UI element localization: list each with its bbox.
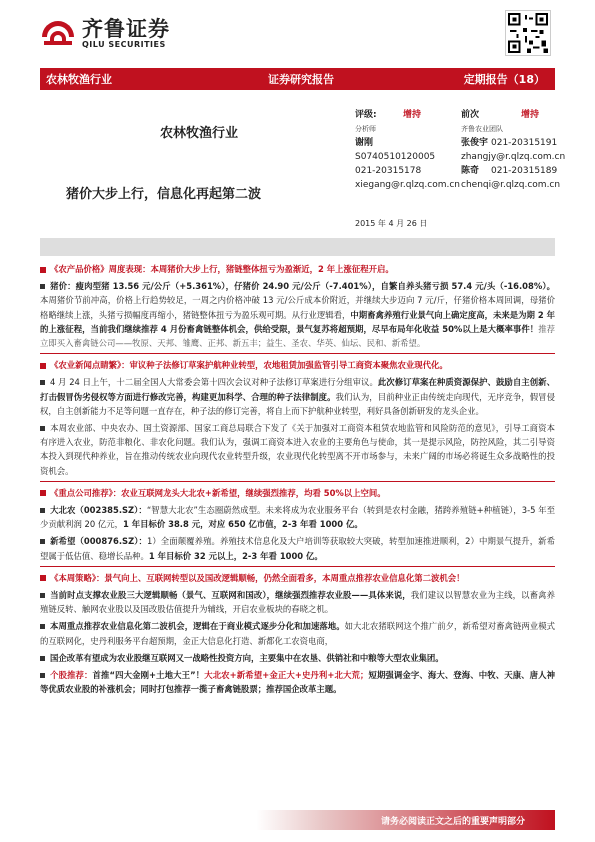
section1-paragraph: 猪价：瘦肉型猪 13.56 元/公斤（+5.361%），仔猪价 24.90 元/公斤（-7.401%），自繁自养头猪亏损 57.4 元/头（-16.08%）。本周猪价节前冲高，价格上行趋势较足，一周之内价格冲破 13 元/公斤成本价附近，并继续大步迈向 7 元/斤，仔猪价格本周回调，母猪价格略继续上涨，头猪亏损幅度再缩小，猪链整体扭亏为盈乐观可期。从行业逻辑看，中期畜禽养殖行业景气向上确定度高，未来是为期 2 年的上涨征程，当前我们继续推荐 4 月份畜禽链整体机会，供给受限，景气复苏将超预期，尽早布局年化收益 50%以上是大概率事件！推荐立即买入畜禽链公司——牧原、天邦、雏鹰、正邦、新五丰；益生、圣农、华英、仙坛、民和、新希望。 — [40, 281, 556, 349]
logo-text — [82, 18, 170, 49]
header-banner — [40, 68, 555, 90]
rating-label: 评级: — [355, 110, 377, 120]
section2-paragraph2: 本周农业部、中央农办、国土资源部、国家工商总局联合下发了《关于加强对工商资本租赁农地监管和风险防范的意见》，引导工商资本有序进入农业，防范非粮化、非农化问题。我们认为，强调工商资本进入农业的主要角色与使命，其一是提示风险，防控风险，其二引导资本投入到现代种养业，旨在推动传统农业向现代农业转型升级，农业现代化转型离不开市场参与，未来广阔的市场必将诞生众多战略性的投资机会。 — [40, 423, 555, 476]
analyst3-email: chenqi@r.qlzq.com.cn — [461, 180, 561, 190]
section-rule — [40, 353, 555, 354]
analyst2-email: zhangjy@r.qlzq.com.cn — [461, 152, 566, 162]
divider-bar — [40, 238, 555, 256]
section3-paragraph1: 大北农（002385.SZ）：“智慧大北农”生态圈蔚然成型。未来将成为农业服务平台（转到是农村金融，猪跨养殖链+种植链），3-5 年至少贡献利润 20 亿元，1 年目标价 38.8 元，对应 650 亿市值，2-3 年看 1000 亿。 — [40, 505, 555, 530]
section2-heading: 《农业新闻点睛繁》：审议种子法修订草案护航种业转型，农地租赁加强监管引导工商资本聚焦农业现代化。 — [40, 358, 555, 372]
analyst-label: 分析师 — [355, 125, 376, 133]
section4-paragraph2: 本周重点推荐农业信息化第二波机会，逻辑在于商业模式逐步分化和加速落地。如大北农猪联网这个推广前夕，新希望对畜禽链两业模式的互联网化，史丹利服务平台超预期，金正大信息化打造、新都化工农资电商， — [40, 621, 555, 646]
analyst1-name: 谢刚 — [355, 138, 374, 148]
bullet-dot-icon — [40, 593, 45, 598]
section-rule — [40, 566, 555, 567]
red-square-icon — [40, 490, 46, 496]
bullet-dot-icon — [40, 673, 45, 678]
red-square-icon — [40, 267, 46, 273]
red-square-icon — [40, 575, 46, 581]
section-title: 农林牧渔行业 — [160, 126, 239, 141]
report-date: 2015 年 4 月 26 日 — [355, 219, 428, 228]
analyst2-name: 张俊宇 — [461, 138, 489, 148]
logo-mark-icon — [40, 19, 76, 49]
footer-disclaimer: 请务必阅读正文之后的重要声明部分 — [380, 817, 525, 827]
section4-heading: 《本周策略》：景气向上、互联网转型以及国改逻辑顺畅，仍然全面看多，本周重点推荐农业信息化第二波机会！ — [40, 571, 555, 585]
banner-report-type: 证券研究报告 — [268, 73, 334, 86]
bullet-dot-icon — [40, 426, 45, 431]
logo-en: QILU SECURITIES — [82, 40, 166, 49]
analyst3-tel: 021-20315189 — [491, 166, 558, 176]
prev-rating-value: 增持 — [521, 110, 540, 120]
footer — [40, 810, 555, 830]
analyst1-id: S0740510120005 — [355, 152, 436, 162]
analyst1-tel: 021-20315178 — [355, 166, 422, 176]
section2-paragraph1: 4 月 24 日上午，十二届全国人大常委会第十四次会议对种子法修订草案进行分组审议。此次修订草案在种质资源保护、鼓励自主创新、打击假冒伪劣侵权等方面进行修改完善，构建更加科学、合理的种子法律制度。我们认为，目前种业正由传统走向现代，无序竞争，假冒侵权，自主创新能力不足等问题一直存在，种子法的修订完善，将自上而下护航种业转型，利好具备创新研发的龙头企业。 — [40, 377, 555, 416]
bullet-dot-icon — [40, 508, 45, 513]
section1-heading: 《农产品价格》周度表现：本周猪价大步上行，猪链整体扭亏为盈渐近，2 年上涨征程开启。 — [40, 262, 555, 276]
report-title: 猪价大步上行，信息化再起第二波 — [66, 187, 262, 202]
bullet-dot-icon — [40, 284, 45, 289]
logo-cn: 齐鲁证券 — [82, 17, 170, 41]
rating-value: 增持 — [403, 110, 422, 120]
section4-paragraph1: 当前时点支撑农业股三大逻辑顺畅（景气、互联网和国改），继续强烈推荐农业股——具体来说，我们建议以智慧农业为主线，以畜禽养殖链反转、触网农业股以及国改股估值提升为辅线，开启农业板块的春晓之机。 — [40, 590, 555, 615]
qr-code-icon — [505, 10, 551, 56]
red-square-icon — [40, 363, 46, 369]
analyst3-name: 陈奇 — [461, 166, 480, 176]
banner-periodic: 定期报告（18） — [463, 73, 545, 86]
banner-industry: 农林牧渔行业 — [46, 73, 112, 86]
section4-paragraph3: 国企改革有望成为农业股继互联网又一战略性投资方向，主要集中在农垦、供销社和中粮等大型农业集团。 — [40, 651, 555, 665]
analyst2-tel: 021-20315191 — [491, 138, 558, 148]
section3-heading: 《重点公司推荐》：农业互联网龙头大北农+新希望，继续强烈推荐，均看 50%以上空间。 — [40, 486, 555, 500]
section3-paragraph2: 新希望（000876.SZ）：1）全面颠覆养殖。养殖技术信息化及大户培训等获取较大突破，转型加速推进顺利，2）中期景气提升，新希望属于低估值、稳增长品种。1 年目标价 32 元以上，2-3 年看 1000 亿。 — [40, 536, 555, 561]
bullet-dot-icon — [40, 380, 45, 385]
section4-paragraph4: 个股推荐：首推“四大金刚+土地大王”！大北农+新希望+金正大+史丹利+北大荒；短期强调金字、海大、登海、中牧、天康、唐人神等优质农业股的补涨机会；同时打包推荐一揽子畜禽链股票；推荐国企改革主题。 — [40, 670, 556, 695]
prev-rating-label: 前次 — [461, 110, 480, 120]
analyst1-email: xiegang@r.qlzq.com.cn — [355, 180, 460, 190]
bullet-dot-icon — [40, 656, 45, 661]
company-logo — [40, 18, 170, 49]
team-name: 齐鲁农业团队 — [461, 125, 503, 133]
section-rule — [40, 481, 555, 482]
bullet-dot-icon — [40, 624, 45, 629]
bullet-dot-icon — [40, 539, 45, 544]
report-body — [40, 262, 555, 699]
